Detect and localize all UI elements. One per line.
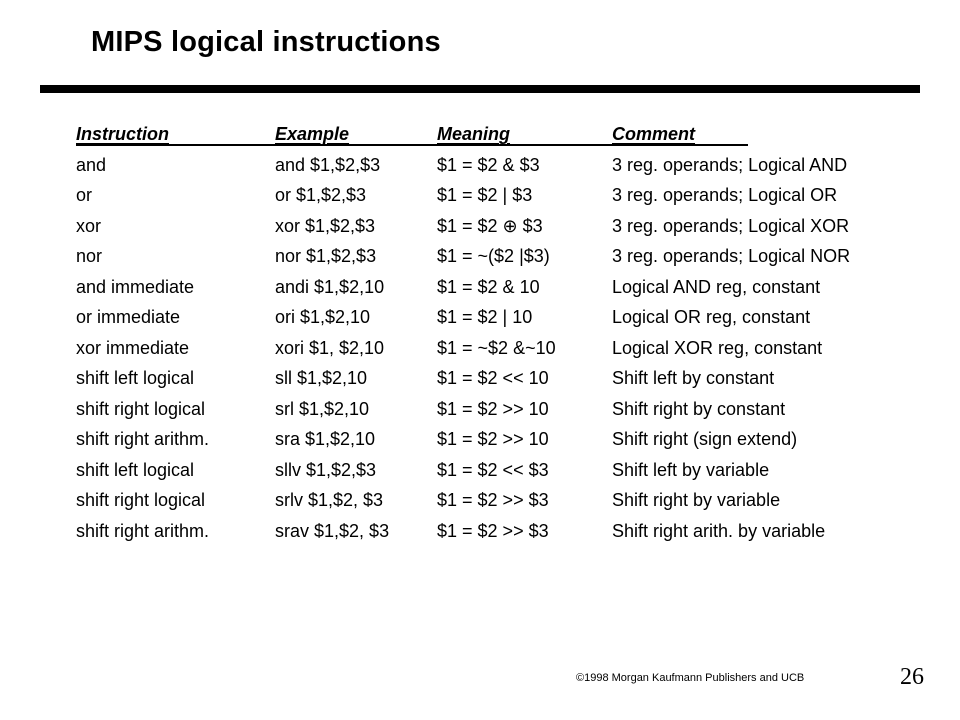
- comment-cell: Logical XOR reg, constant: [612, 337, 823, 358]
- copyright-notice: ©1998 Morgan Kaufmann Publishers and UCB: [576, 672, 805, 684]
- comment-cell: Logical OR reg, constant: [612, 307, 811, 327]
- meaning-cell: $1 = $2 >> 10: [437, 398, 549, 419]
- header-instruction: Instruction: [76, 124, 169, 144]
- meaning-cell: $1 = $2 >> 10: [437, 429, 549, 449]
- example-cell: srav $1,$2, $3: [275, 520, 390, 541]
- comment-cell: Logical AND reg, constant: [612, 276, 821, 297]
- instruction-cell: shift left logical: [76, 368, 195, 388]
- example-cell: and $1,$2,$3: [275, 154, 381, 175]
- instruction-cell: or: [76, 185, 93, 205]
- example-cell: nor $1,$2,$3: [275, 246, 377, 266]
- comment-cell: Shift left by constant: [612, 368, 775, 388]
- header-meaning: Meaning: [437, 124, 511, 144]
- example-cell: ori $1,$2,10: [275, 307, 371, 327]
- example-cell: andi $1,$2,10: [275, 276, 385, 297]
- comment-cell: 3 reg. operands; Logical OR: [612, 185, 838, 205]
- instruction-cell: and immediate: [76, 276, 195, 297]
- header-example: Example: [275, 124, 350, 144]
- meaning-cell: $1 = $2 ⊕ $3: [437, 215, 543, 236]
- example-cell: sll $1,$2,10: [275, 368, 368, 388]
- meaning-cell: $1 = $2 << $3: [437, 459, 549, 480]
- header-comment: Comment: [612, 124, 696, 144]
- meaning-cell: $1 = $2 & 10: [437, 276, 540, 297]
- instruction-cell: and: [76, 154, 107, 175]
- meaning-cell: $1 = $2 | 10: [437, 307, 533, 327]
- meaning-cell: $1 = $2 >> $3: [437, 520, 549, 541]
- comment-cell: Shift left by variable: [612, 459, 770, 480]
- page-number: 26: [900, 664, 924, 690]
- meaning-cell: $1 = ~($2 |$3): [437, 246, 550, 266]
- meaning-cell: $1 = $2 | $3: [437, 185, 533, 205]
- instruction-cell: shift right arithm.: [76, 520, 210, 541]
- comment-cell: Shift right (sign extend): [612, 429, 798, 449]
- example-cell: sllv $1,$2,$3: [275, 459, 377, 480]
- example-cell: xor $1,$2,$3: [275, 215, 376, 236]
- instruction-cell: xor immediate: [76, 337, 190, 358]
- slide-title: MIPS logical instructions: [91, 26, 441, 58]
- example-cell: srlv $1,$2, $3: [275, 490, 384, 510]
- meaning-cell: $1 = $2 & $3: [437, 154, 540, 175]
- meaning-cell: $1 = ~$2 &~10: [437, 337, 556, 358]
- title-rule: [40, 85, 920, 93]
- meaning-cell: $1 = $2 >> $3: [437, 490, 549, 510]
- header-underline: [76, 144, 748, 146]
- instruction-cell: shift right arithm.: [76, 429, 210, 449]
- example-cell: xori $1, $2,10: [275, 337, 385, 358]
- instruction-cell: shift right logical: [76, 490, 206, 510]
- comment-cell: Shift right arith. by variable: [612, 520, 826, 541]
- instruction-cell: or immediate: [76, 307, 181, 327]
- comment-cell: 3 reg. operands; Logical XOR: [612, 215, 850, 236]
- meaning-cell: $1 = $2 << 10: [437, 368, 549, 388]
- instruction-cell: nor: [76, 246, 103, 266]
- comment-cell: 3 reg. operands; Logical AND: [612, 154, 848, 175]
- instruction-cell: shift right logical: [76, 398, 206, 419]
- instruction-cell: shift left logical: [76, 459, 195, 480]
- comment-cell: Shift right by variable: [612, 490, 781, 510]
- instruction-cell: xor: [76, 215, 102, 236]
- example-cell: sra $1,$2,10: [275, 429, 376, 449]
- comment-cell: 3 reg. operands; Logical NOR: [612, 246, 851, 266]
- example-cell: srl $1,$2,10: [275, 398, 370, 419]
- comment-cell: Shift right by constant: [612, 398, 786, 419]
- example-cell: or $1,$2,$3: [275, 185, 367, 205]
